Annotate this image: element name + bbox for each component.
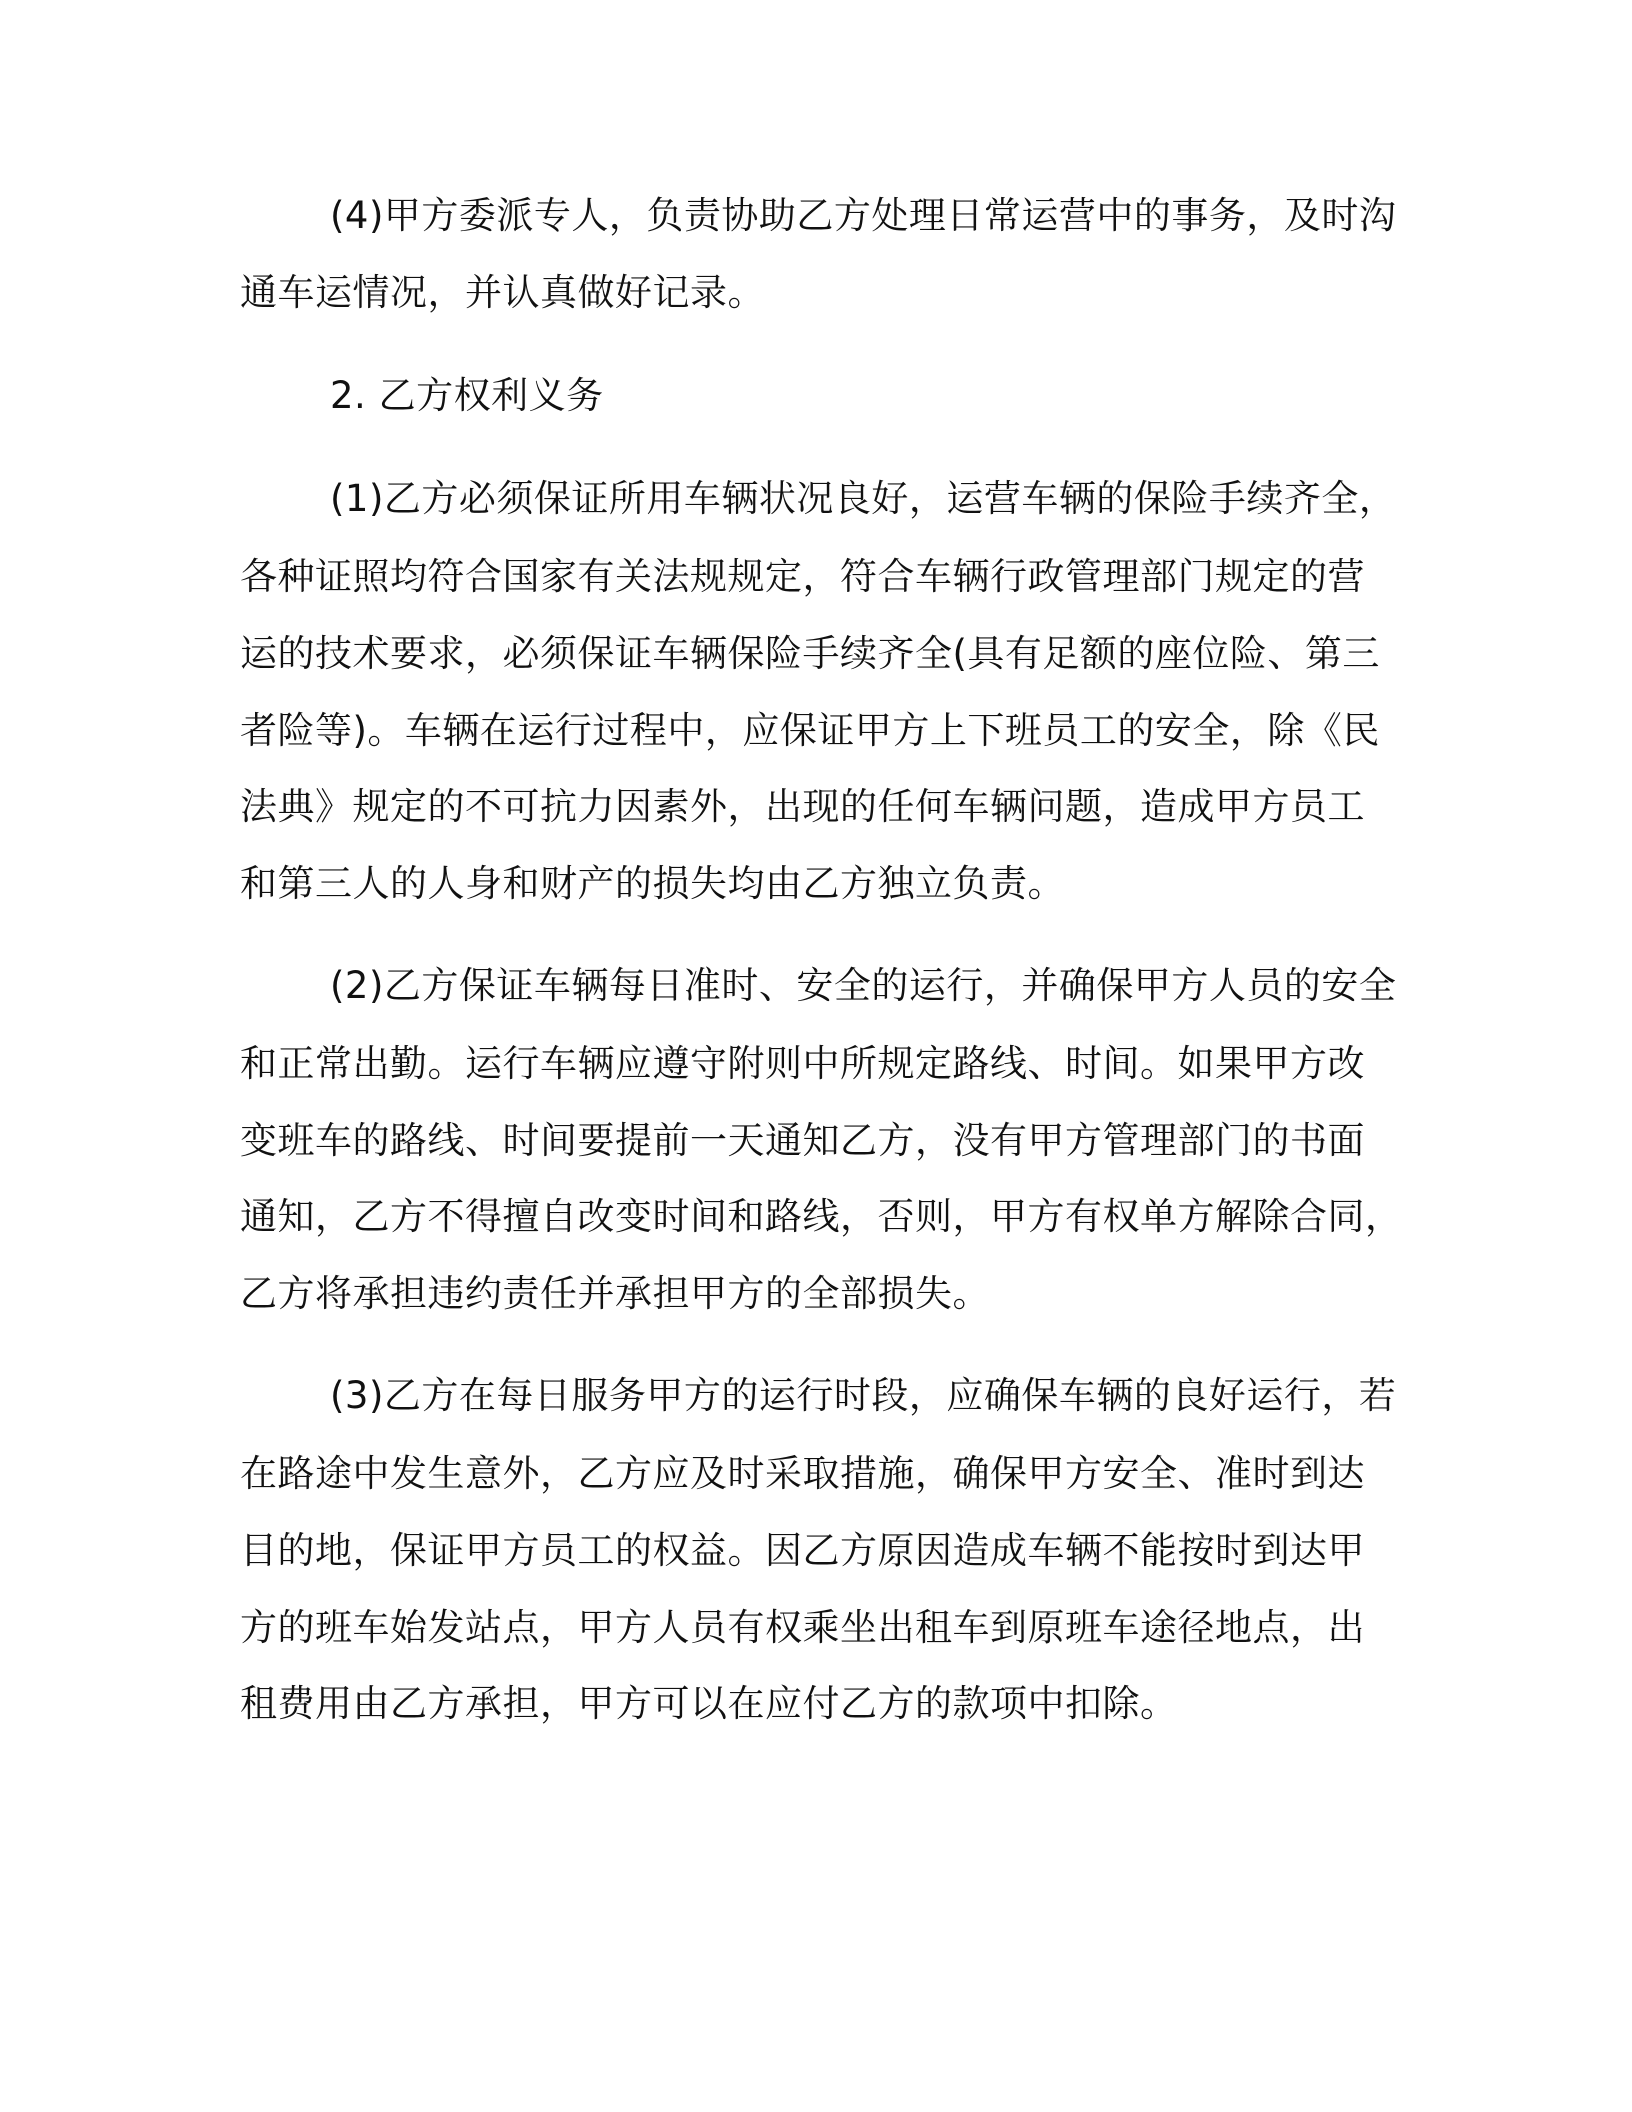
paragraph-4-line-2: 通车运情况，并认真做好记录。	[240, 271, 765, 314]
paragraph-3-line-1: (3)乙方在每日服务甲方的运行时段，应确保车辆的良好运行，若	[330, 1374, 1397, 1417]
paragraph-1-line-5: 法典》规定的不可抗力因素外，出现的任何车辆问题，造成甲方员工	[240, 785, 1365, 828]
paragraph-3-line-3: 目的地，保证甲方员工的权益。因乙方原因造成车辆不能按时到达甲	[240, 1529, 1365, 1572]
paragraph-3-line-4: 方的班车始发站点，甲方人员有权乘坐出租车到原班车途径地点，出	[240, 1606, 1365, 1649]
paragraph-1-line-1: (1)乙方必须保证所用车辆状况良好，运营车辆的保险手续齐全，	[330, 477, 1397, 520]
paragraph-3-line-5: 租费用由乙方承担，甲方可以在应付乙方的款项中扣除。	[240, 1682, 1178, 1725]
paragraph-2-line-5: 乙方将承担违约责任并承担甲方的全部损失。	[240, 1272, 990, 1315]
paragraph-4-line-1: (4)甲方委派专人，负责协助乙方处理日常运营中的事务，及时沟	[330, 194, 1397, 237]
paragraph-2-line-2: 和正常出勤。运行车辆应遵守附则中所规定路线、时间。如果甲方改	[240, 1042, 1365, 1085]
paragraph-2-line-1: (2)乙方保证车辆每日准时、安全的运行，并确保甲方人员的安全	[330, 964, 1397, 1007]
paragraph-2-line-3: 变班车的路线、时间要提前一天通知乙方，没有甲方管理部门的书面	[240, 1119, 1365, 1162]
paragraph-1-line-2: 各种证照均符合国家有关法规规定，符合车辆行政管理部门规定的营	[240, 555, 1365, 598]
paragraph-3-line-2: 在路途中发生意外，乙方应及时采取措施，确保甲方安全、准时到达	[240, 1452, 1365, 1495]
paragraph-1-line-3: 运的技术要求，必须保证车辆保险手续齐全(具有足额的座位险、第三	[240, 632, 1380, 675]
paragraph-2-line-4: 通知，乙方不得擅自改变时间和路线，否则，甲方有权单方解除合同，	[240, 1195, 1403, 1238]
section-heading-2: 2. 乙方权利义务	[330, 374, 604, 417]
paragraph-1-line-6: 和第三人的人身和财产的损失均由乙方独立负责。	[240, 862, 1065, 905]
paragraph-1-line-4: 者险等)。车辆在运行过程中，应保证甲方上下班员工的安全，除《民	[240, 709, 1380, 752]
